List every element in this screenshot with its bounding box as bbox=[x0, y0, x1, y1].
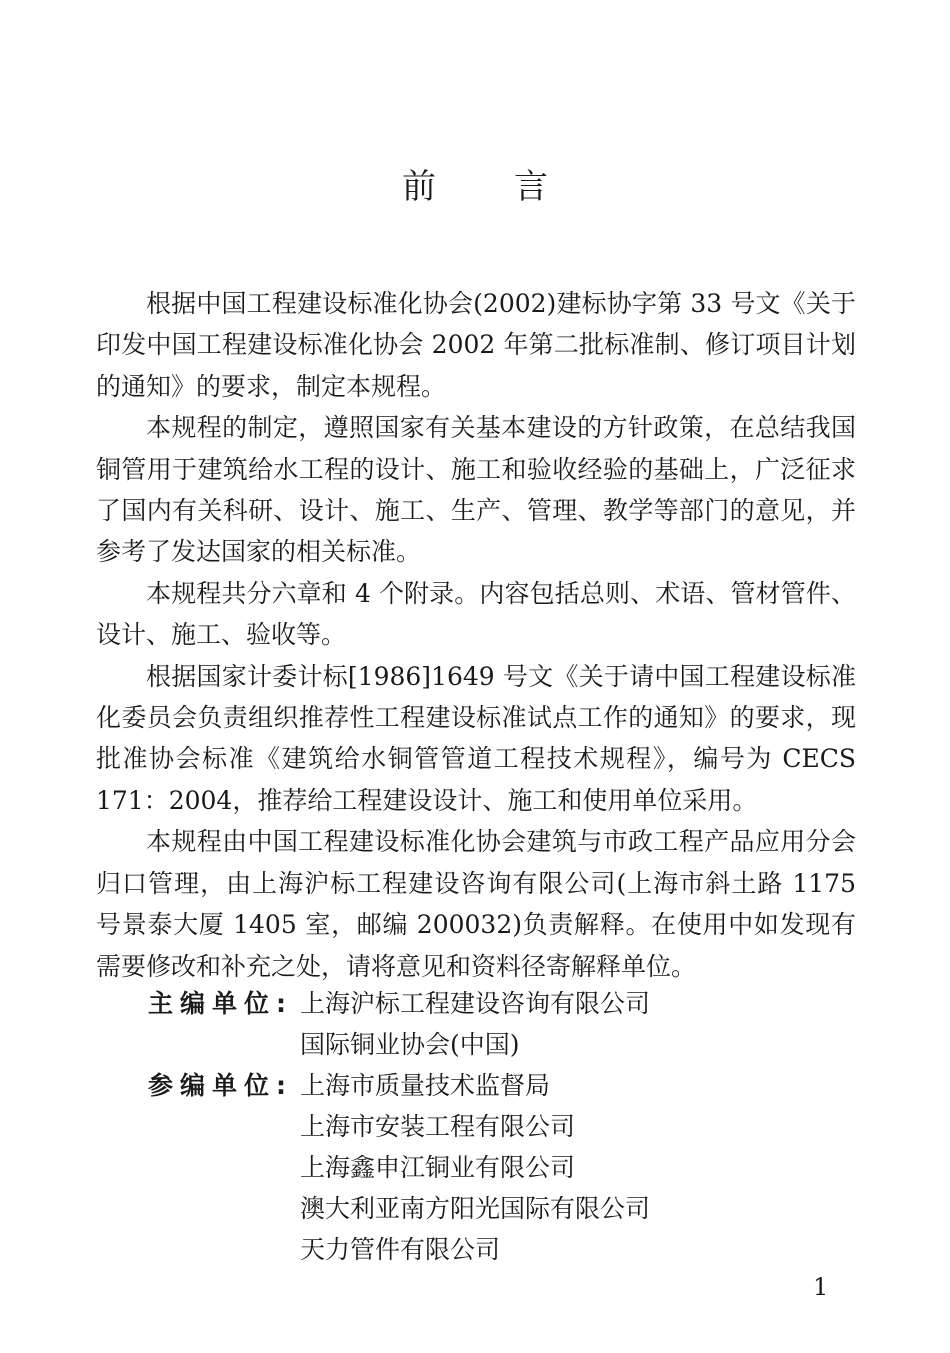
paragraph-4: 根据国家计委计标[1986]1649 号文《关于请中国工程建设标准化委员会负责组织推荐性工程建设标准试点工作的通知》的要求，现批准协会标准《建筑给水铜管管道工程技术规程》，编号为 CECS 171：2004，推荐给工程建设设计、施工和使用单位采用。 bbox=[96, 661, 856, 815]
page-number: 1 bbox=[813, 1273, 829, 1301]
participating-units-label: 参编单位: bbox=[148, 1071, 293, 1100]
preface-body bbox=[96, 283, 856, 987]
unit-name: 上海沪标工程建设咨询有限公司 bbox=[300, 989, 651, 1018]
unit-name: 上海鑫申江铜业有限公司 bbox=[300, 1153, 576, 1182]
unit-name: 上海市质量技术监督局 bbox=[300, 1071, 551, 1100]
page-title: 前言 bbox=[402, 167, 626, 207]
paragraph-1: 根据中国工程建设标准化协会(2002)建标协字第 33 号文《关于印发中国工程建设标准化协会 2002 年第二批标准制、修订项目计划的通知》的要求，制定本规程。 bbox=[96, 289, 856, 401]
unit-name: 天力管件有限公司 bbox=[300, 1235, 501, 1264]
chief-units-list bbox=[300, 983, 650, 1065]
unit-name: 国际铜业协会(中国) bbox=[300, 1030, 520, 1059]
unit-name: 澳大利亚南方阳光国际有限公司 bbox=[300, 1194, 651, 1223]
paragraph-3: 本规程共分六章和 4 个附录。内容包括总则、术语、管材管件、设计、施工、验收等。 bbox=[96, 578, 856, 650]
chief-units bbox=[148, 983, 848, 1065]
chief-units-label: 主编单位: bbox=[148, 989, 293, 1018]
unit-name: 上海市安装工程有限公司 bbox=[300, 1112, 576, 1141]
participating-units-list bbox=[300, 1065, 650, 1270]
participating-units bbox=[148, 1065, 848, 1270]
units-section bbox=[148, 983, 848, 1270]
paragraph-2: 本规程的制定，遵照国家有关基本建设的方针政策，在总结我国铜管用于建筑给水工程的设计、施工和验收经验的基础上，广泛征求了国内有关科研、设计、施工、生产、管理、教学等部门的意见，并参考了发达国家的相关标准。 bbox=[96, 413, 856, 567]
paragraph-5: 本规程由中国工程建设标准化协会建筑与市政工程产品应用分会归口管理，由上海沪标工程建设咨询有限公司(上海市斜土路 1175 号景泰大厦 1405 室，邮编 200032)负责解释。在使用中如发现有需要修改和补充之处，请将意见和资料径寄解释单位。 bbox=[96, 827, 856, 981]
